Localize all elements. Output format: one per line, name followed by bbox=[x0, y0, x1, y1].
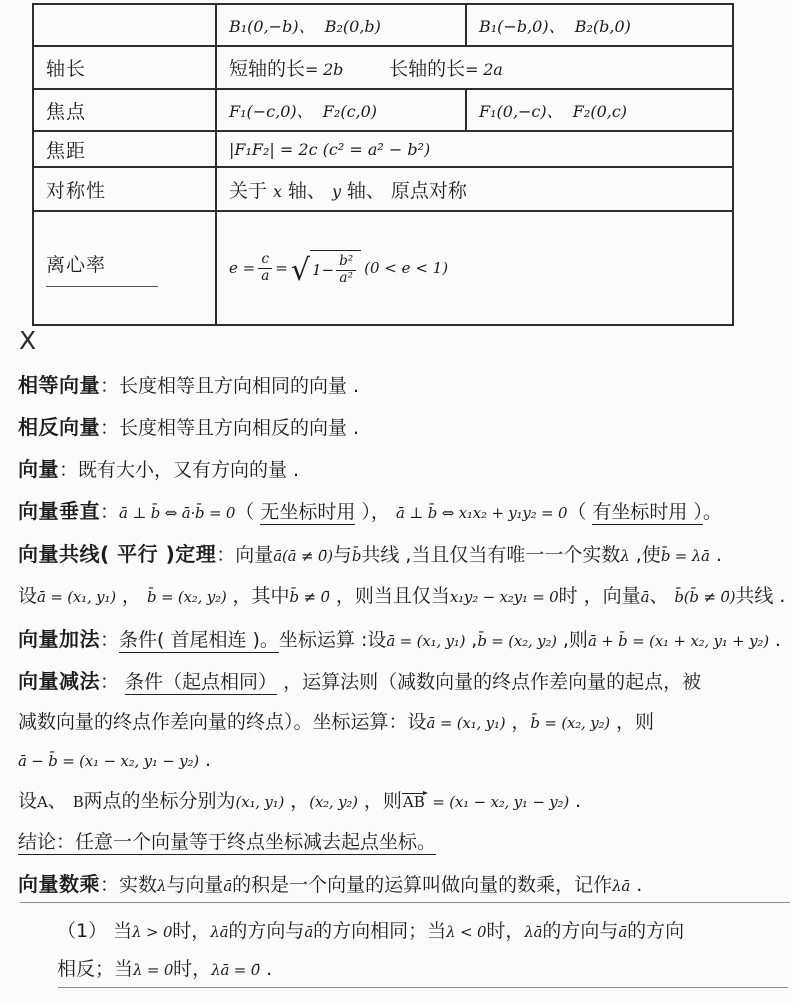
underlined-run: 有坐标时用 ） bbox=[592, 501, 703, 523]
math-run: A bbox=[37, 793, 48, 811]
math-run: = 2b bbox=[305, 60, 344, 79]
text-run: 设 bbox=[18, 585, 38, 607]
math-run: ā = (x₁, y₁) bbox=[386, 632, 466, 650]
text-run: ,使 bbox=[629, 544, 661, 566]
section-marker-x: X bbox=[19, 326, 37, 355]
math-run: ā = (x₁, y₁) bbox=[37, 588, 116, 606]
vector-perpendicular-line bbox=[18, 499, 722, 523]
math-run: λā = 0̄ bbox=[211, 961, 261, 979]
text-run: 两点的坐标分别为 bbox=[83, 790, 236, 812]
text-run: 的方向相同；当 bbox=[313, 920, 447, 942]
math-run: = 2a bbox=[465, 60, 503, 79]
text-run: 坐标运算 :设 bbox=[278, 629, 387, 651]
text-run: . bbox=[709, 544, 722, 566]
foci-label bbox=[33, 89, 216, 131]
radical-sign: √ bbox=[290, 253, 310, 289]
math-run: b̄(b̄ ≠ 0̄) bbox=[674, 588, 736, 606]
math-run: ā bbox=[618, 923, 628, 941]
math-run: (x₂, y₂) bbox=[309, 793, 358, 811]
text-run: 短轴的长 bbox=[229, 58, 306, 80]
vector-subtraction-line-1 bbox=[18, 669, 701, 693]
focal-distance-cell bbox=[216, 131, 733, 167]
vector-ab-notation: AB bbox=[402, 795, 428, 810]
foci-row bbox=[33, 89, 733, 131]
text-run: ：长度相等且方向相同的向量 . bbox=[100, 375, 360, 397]
opposite-vectors-line bbox=[18, 415, 359, 439]
formula-text: |F₁F₂| = 2c (c² = a² − b²) bbox=[229, 139, 431, 159]
vertices-x-axis-cell bbox=[466, 4, 733, 46]
math-run: 1− bbox=[311, 261, 335, 280]
math-run: λ = 0 bbox=[133, 961, 174, 979]
text-run: 长轴的长 bbox=[389, 58, 466, 80]
math-run: b̄ = (x₂, y₂) bbox=[146, 588, 227, 606]
text-run: （ bbox=[567, 501, 593, 523]
text-run: ： bbox=[100, 671, 126, 693]
text-run: 设 bbox=[18, 790, 38, 812]
underlined-run: 无坐标时用 bbox=[260, 501, 356, 523]
text-run: . bbox=[630, 874, 643, 896]
text-run: 减数向量的终点作差向量的终点）。坐标运算：设 bbox=[18, 711, 427, 733]
text-run: 与向量 bbox=[166, 874, 224, 896]
symmetry-label bbox=[33, 167, 216, 211]
vertices-row bbox=[33, 4, 733, 46]
text-run: ，其中 bbox=[226, 585, 290, 607]
vector-subtraction-line-3 bbox=[18, 748, 211, 772]
math-run: b̄ = (x₂, y₂) bbox=[477, 632, 557, 650]
vector-definition-line bbox=[18, 457, 299, 481]
text-run: . bbox=[768, 629, 781, 651]
vector-collinear-theorem-line bbox=[18, 542, 722, 566]
math-run: b̄ ≠ 0̄ bbox=[289, 588, 330, 606]
vertices-y-axis-cell bbox=[216, 4, 466, 46]
fraction bbox=[336, 254, 356, 286]
math-run: ā + b̄ = (x₁ + x₂, y₁ + y₂) bbox=[587, 632, 769, 650]
underlined-run: 条件( 首尾相连 )。 bbox=[119, 629, 279, 651]
term-label: 向量加法 bbox=[18, 627, 100, 651]
math-run: B bbox=[72, 793, 84, 811]
text-run: 向量 bbox=[235, 544, 274, 566]
label-text: 离心率 bbox=[46, 250, 158, 287]
ellipse-properties-table bbox=[32, 3, 734, 326]
label-text: 焦距 bbox=[46, 139, 87, 162]
eccentricity-label bbox=[33, 211, 216, 325]
text-run: ， bbox=[284, 790, 310, 812]
text-run: 实数 bbox=[119, 874, 158, 896]
math-run: λ bbox=[157, 877, 167, 895]
collinear-detail-line bbox=[18, 584, 785, 608]
math-run: x₁y₂ − x₂y₁ = 0 bbox=[449, 588, 559, 606]
text-run: 轴、 bbox=[281, 179, 332, 202]
underlined-run: 结论：任意一个向量等于终点坐标减去起点坐标。 bbox=[18, 831, 437, 853]
text-run: . bbox=[260, 958, 273, 980]
axis-length-cell bbox=[216, 46, 733, 89]
text-run: ， bbox=[505, 711, 531, 733]
term-label: 向量 bbox=[18, 457, 59, 481]
eccentricity-cell bbox=[216, 211, 733, 325]
text-run: （1） 当 bbox=[57, 920, 133, 942]
text-run: ，则 bbox=[609, 711, 654, 733]
formula-text: F₁(−c,0)、 F₂(c,0) bbox=[229, 101, 378, 121]
math-run: b̄ = (x₂, y₂) bbox=[530, 714, 610, 732]
text-run: ： bbox=[216, 544, 236, 566]
math-run: = bbox=[275, 259, 288, 278]
points-ab-line bbox=[18, 789, 581, 813]
text-run: ： bbox=[100, 629, 120, 651]
text-run: 与 bbox=[332, 544, 352, 566]
horizontal-rule-top bbox=[20, 902, 790, 903]
math-run: b̄ bbox=[351, 547, 362, 565]
text-run: 、 bbox=[649, 585, 675, 607]
formula-text: F₁(0,−c)、 F₂(0,c) bbox=[479, 101, 628, 121]
axis-length-label bbox=[33, 46, 216, 89]
math-run: λ bbox=[620, 547, 630, 565]
text-run: （ bbox=[235, 501, 261, 523]
text-run: 关于 bbox=[229, 179, 274, 202]
term-label: 向量垂直 bbox=[18, 499, 100, 523]
text-run: 相反；当 bbox=[57, 958, 134, 980]
math-run: λā bbox=[210, 923, 229, 941]
vertices-row-label bbox=[33, 4, 216, 46]
math-run: λ < 0 bbox=[446, 923, 487, 941]
vector-addition-line bbox=[18, 627, 781, 651]
text-run: ，则 bbox=[357, 790, 402, 812]
term-label: 相等向量 bbox=[18, 373, 100, 397]
foci-y-axis-cell bbox=[466, 89, 733, 131]
scalar-multiplication-line bbox=[18, 872, 642, 896]
focal-distance-row bbox=[33, 131, 733, 167]
scalar-case-line-2 bbox=[57, 957, 272, 981]
math-run: ā(ā ≠ 0̄) bbox=[273, 547, 333, 565]
text-run: ： bbox=[100, 874, 120, 896]
formula-text: B₁(−b,0)、 B₂(b,0) bbox=[479, 16, 631, 36]
math-run: ā bbox=[640, 588, 650, 606]
math-run: λā bbox=[612, 877, 631, 895]
underlined-run: 条件（起点相同） bbox=[125, 671, 278, 693]
text-run: , bbox=[465, 629, 478, 651]
eccentricity-row bbox=[33, 211, 733, 325]
scalar-case-line-1 bbox=[57, 919, 684, 943]
text-run: 时 ，向量 bbox=[558, 585, 641, 607]
radicand bbox=[310, 250, 361, 286]
math-run: λ > 0 bbox=[132, 923, 173, 941]
math-run: ā bbox=[223, 877, 233, 895]
text-run: 的方向与 bbox=[228, 920, 305, 942]
math-run: ā bbox=[304, 923, 314, 941]
term-label: 相反向量 bbox=[18, 415, 100, 439]
math-run: b̄ = λā bbox=[660, 547, 710, 565]
text-run: ，运算法则（减数向量的终点作差向量的起点，被 bbox=[277, 671, 702, 693]
denominator: a bbox=[261, 267, 270, 284]
math-run: ā = (x₁, y₁) bbox=[426, 714, 506, 732]
label-text: 轴长 bbox=[46, 58, 87, 80]
conclusion-line bbox=[18, 830, 436, 854]
math-run: ā ⊥ b̄ ⇔ x₁x₂ + y₁y₂ = 0 bbox=[395, 504, 568, 522]
focal-distance-label bbox=[33, 131, 216, 167]
equal-vectors-line bbox=[18, 373, 359, 397]
math-run: (x₁, y₁) bbox=[235, 793, 285, 811]
math-run: e = bbox=[229, 259, 256, 278]
math-run: = (x₁ − x₂, y₁ − y₂) bbox=[427, 793, 569, 811]
math-run: y bbox=[331, 181, 341, 201]
text-run: 共线 . bbox=[735, 585, 786, 607]
text-run: 时， bbox=[486, 920, 525, 942]
text-run: 的方向与 bbox=[542, 920, 619, 942]
horizontal-rule-bottom bbox=[58, 987, 788, 988]
text-run: 时， bbox=[172, 920, 211, 942]
label-text: 对称性 bbox=[46, 179, 107, 202]
fraction bbox=[258, 252, 272, 284]
text-run: 时， bbox=[173, 958, 212, 980]
math-run: λā bbox=[524, 923, 543, 941]
text-run: ）， bbox=[355, 501, 396, 523]
math-run: x bbox=[273, 181, 282, 201]
text-run: ： bbox=[100, 501, 120, 523]
denominator: a² bbox=[339, 269, 353, 286]
numerator: c bbox=[258, 252, 272, 269]
text-run: ：既有大小，又有方向的量 . bbox=[59, 459, 300, 481]
numerator: b² bbox=[336, 254, 356, 271]
term-label: 向量共线( 平行 )定理 bbox=[18, 542, 217, 566]
text-run: 的积是一个向量的运算叫做向量的数乘，记作 bbox=[232, 874, 613, 896]
text-run: 、 bbox=[47, 790, 73, 812]
term-label: 向量数乘 bbox=[18, 872, 100, 896]
label-text: 焦点 bbox=[46, 100, 87, 123]
text-run: . bbox=[198, 749, 212, 771]
math-run: (0 < e < 1) bbox=[364, 259, 449, 278]
text-run: 共线 ,当且仅当有唯一一个实数 bbox=[361, 544, 621, 566]
vector-subtraction-line-2 bbox=[18, 710, 654, 734]
foci-x-axis-cell bbox=[216, 89, 466, 131]
term-label: 向量减法 bbox=[18, 669, 100, 693]
eccentricity-formula bbox=[229, 250, 732, 289]
text-run: 的方向 bbox=[627, 920, 685, 942]
text-run: 。 bbox=[702, 501, 722, 523]
text-run: ，则当且仅当 bbox=[329, 585, 450, 607]
axis-length-row bbox=[33, 46, 733, 89]
text-run: ,则 bbox=[556, 629, 588, 651]
symmetry-cell bbox=[216, 167, 733, 211]
text-run: ， bbox=[115, 585, 147, 607]
math-run: ā ⊥ b̄ ⇔ ā·b̄ = 0 bbox=[119, 504, 236, 522]
text-run: ：长度相等且方向相反的向量 . bbox=[100, 417, 360, 439]
math-run: ā − b̄ = (x₁ − x₂, y₁ − y₂) bbox=[18, 752, 199, 770]
text-run: 轴、 原点对称 bbox=[340, 179, 467, 202]
symmetry-row bbox=[33, 167, 733, 211]
formula-text: B₁(0,−b)、 B₂(0,b) bbox=[229, 16, 381, 36]
text-run: . bbox=[569, 790, 582, 812]
